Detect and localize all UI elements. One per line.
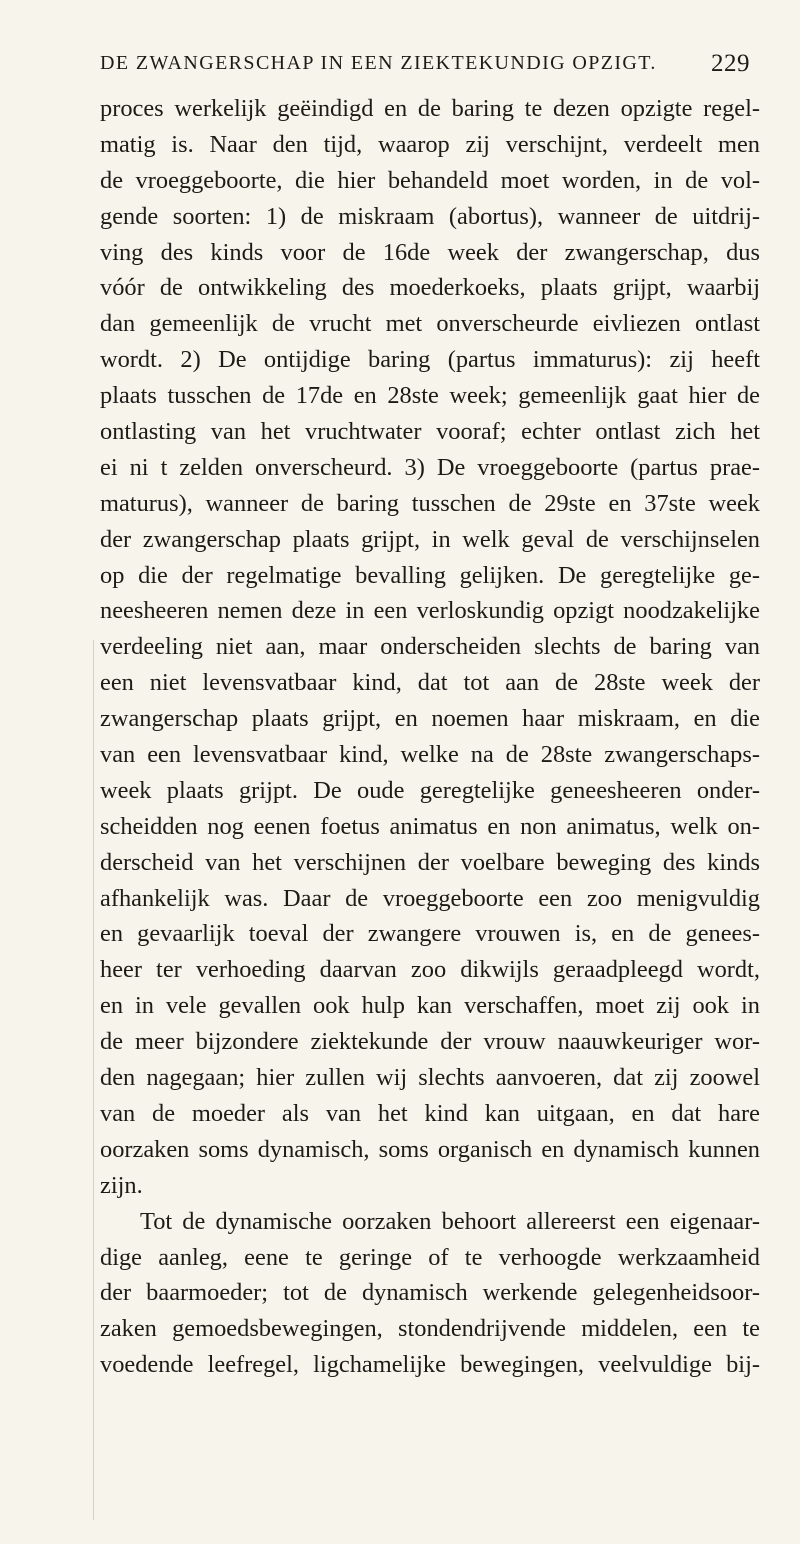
text-line: den nagegaan; hier zullen wij slechts aanvoeren, dat zij zoowel (100, 1064, 760, 1092)
text-line: van een levensvatbaar kind, welke na de 28ste zwangerschaps- (100, 741, 760, 769)
text-line: scheidden nog eenen foetus animatus en non animatus, welk on- (100, 812, 760, 840)
running-title: DE ZWANGERSCHAP IN EEN ZIEKTEKUNDIG OPZIGT. (100, 52, 657, 74)
text-line: matig is. Naar den tijd, waarop zij verschijnt, verdeelt men (100, 130, 760, 158)
text-line: zaken gemoedsbewegingen, stondendrijvende middelen, een te (100, 1315, 760, 1343)
text-line: een niet levensvatbaar kind, dat tot aan de 28ste week der (100, 669, 760, 697)
text-line: van de moeder als van het kind kan uitgaan, en dat hare (100, 1099, 760, 1127)
text-line: zwangerschap plaats grijpt, en noemen haar miskraam, en die (100, 705, 760, 733)
text-line: heer ter verhoeding daarvan zoo dikwijls geraadpleegd wordt, (100, 956, 760, 984)
text-line: gende soorten: 1) de miskraam (abortus), wanneer de uitdrij- (100, 202, 760, 230)
text-line: de vroeggeboorte, die hier behandeld moet worden, in de vol- (100, 166, 760, 194)
margin-rule (93, 640, 94, 1520)
text-line: op die der regelmatige bevalling gelijken. De geregtelijke ge- (100, 561, 760, 589)
page-header (100, 52, 750, 88)
text-line: voedende leefregel, ligchamelijke bewegingen, veelvuldige bij- (100, 1351, 760, 1379)
body-text (100, 91, 760, 1383)
text-line: dige aanleg, eene te geringe of te verhoogde werkzaamheid (100, 1243, 760, 1271)
text-line: en gevaarlijk toeval der zwangere vrouwen is, en de genees- (100, 920, 760, 948)
text-line: ving des kinds voor de 16de week der zwangerschap, dus (100, 238, 760, 266)
text-line: verdeeling niet aan, maar onderscheiden slechts de baring van (100, 633, 760, 661)
text-line: derscheid van het verschijnen der voelbare beweging des kinds (100, 848, 760, 876)
page-number: 229 (711, 50, 750, 77)
text-line: Tot de dynamische oorzaken behoort allereerst een eigenaar- (140, 1207, 760, 1235)
text-line: maturus), wanneer de baring tusschen de 29ste en 37ste week (100, 489, 760, 517)
text-line: der zwangerschap plaats grijpt, in welk geval de verschijnselen (100, 525, 760, 553)
text-line: ei ni t zelden onverscheurd. 3) De vroeggeboorte (partus prae- (100, 453, 760, 481)
text-line: ontlasting van het vruchtwater vooraf; echter ontlast zich het (100, 418, 760, 446)
text-line: en in vele gevallen ook hulp kan verschaffen, moet zij ook in (100, 992, 760, 1020)
text-line: wordt. 2) De ontijdige baring (partus immaturus): zij heeft (100, 346, 760, 374)
text-line: vóór de ontwikkeling des moederkoeks, plaats grijpt, waarbij (100, 274, 760, 302)
text-line: oorzaken soms dynamisch, soms organisch en dynamisch kunnen (100, 1135, 760, 1163)
text-line: plaats tusschen de 17de en 28ste week; gemeenlijk gaat hier de (100, 382, 760, 410)
text-line: de meer bijzondere ziektekunde der vrouw naauwkeuriger wor- (100, 1028, 760, 1056)
text-line: zijn. (100, 1171, 143, 1199)
text-line: neesheeren nemen deze in een verloskundig opzigt noodzakelijke (100, 597, 760, 625)
text-line: dan gemeenlijk de vrucht met onverscheurde eivliezen ontlast (100, 310, 760, 338)
text-line: week plaats grijpt. De oude geregtelijke geneesheeren onder- (100, 776, 760, 804)
text-line: proces werkelijk geëindigd en de baring te dezen opzigte regel- (100, 95, 760, 122)
text-line: der baarmoeder; tot de dynamisch werkende gelegenheidsoor- (100, 1279, 760, 1307)
text-line: afhankelijk was. Daar de vroeggeboorte een zoo menigvuldig (100, 884, 760, 912)
